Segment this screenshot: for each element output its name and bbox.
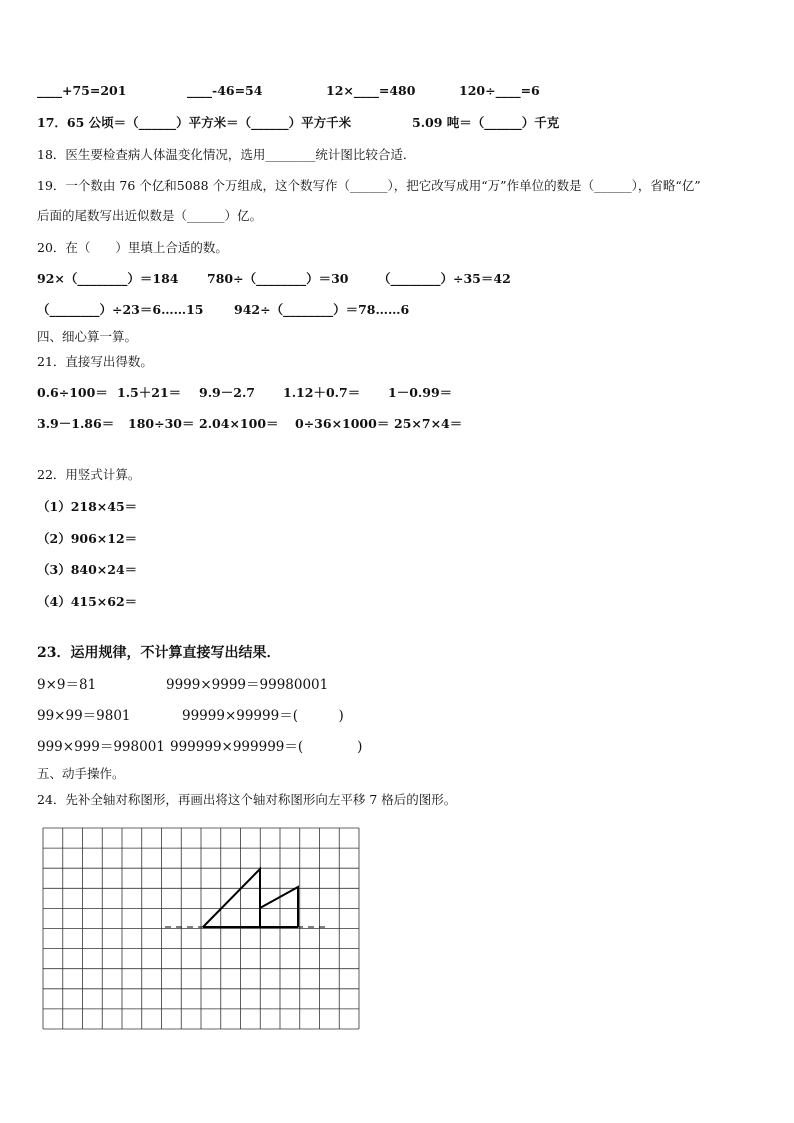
- section-4-heading: 四、细心算一算。: [37, 329, 138, 344]
- q16-item-3: 12×____=480: [326, 83, 416, 98]
- q22-item-3: （3）840×24＝: [37, 562, 138, 577]
- q20-row1-item-3: （________）÷35＝42: [378, 271, 511, 286]
- q21-title: 21．直接写出得数。: [37, 354, 153, 369]
- q20-title: 20．在（ ）里填上合适的数。: [37, 240, 228, 255]
- q23-row2-left: 99×99＝9801: [37, 708, 131, 724]
- q23-row1-right: 9999×9999＝99980001: [166, 677, 329, 693]
- q17-text: 17．65 公顷＝（______）平方米＝（______）平方千米: [37, 115, 352, 130]
- square-grid-figure: [41, 826, 361, 1032]
- q22-item-2: （2）906×12＝: [37, 531, 138, 546]
- q16-item-2: ____-46=54: [187, 83, 263, 98]
- q21-row2-item-3: 2.04×100＝: [199, 416, 279, 431]
- q17-extra: 5.09 吨＝（______）千克: [412, 115, 560, 130]
- half-symmetric-shape: [203, 869, 298, 927]
- q22-item-4: （4）415×62＝: [37, 594, 138, 609]
- q20-row1-item-1: 92×（________）＝184: [37, 271, 179, 286]
- q16-item-4: 120÷____=6: [459, 83, 540, 98]
- q21-row1-item-1: 0.6÷100＝: [37, 385, 108, 400]
- q20-row2-item-2: 942÷（________）＝78……6: [234, 302, 410, 317]
- q20-row1-item-2: 780÷（________）＝30: [207, 271, 349, 286]
- q21-row1-item-4: 1.12＋0.7＝: [283, 385, 361, 400]
- q23-row3-right: 999999×999999＝( ): [170, 739, 363, 755]
- q23-row3-left: 999×999＝998001: [37, 739, 165, 755]
- q21-row1-item-5: 1－0.99＝: [388, 385, 453, 400]
- q19-line1: 19．一个数由 76 个亿和5088 个万组成，这个数写作（______），把它改写成用“万”作单位的数是（______），省略“亿”: [37, 178, 701, 193]
- q21-row2-item-2: 180÷30＝: [128, 416, 195, 431]
- q24-title: 24．先补全轴对称图形，再画出将这个轴对称图形向左平移 7 格后的图形。: [37, 792, 457, 807]
- section-5-heading: 五、动手操作。: [37, 766, 125, 781]
- q21-row2-item-5: 25×7×4＝: [394, 416, 463, 431]
- q22-title: 22．用竖式计算。: [37, 467, 141, 482]
- q23-row2-right: 99999×99999＝( ): [182, 708, 344, 724]
- q21-row1-item-3: 9.9－2.7: [199, 385, 255, 400]
- grid-lines: [43, 828, 359, 1029]
- q21-row2-item-4: 0÷36×1000＝: [295, 416, 390, 431]
- q22-item-1: （1）218×45＝: [37, 499, 138, 514]
- q16-item-1: ____+75=201: [37, 83, 127, 98]
- q20-row2-item-1: （________）÷23＝6……15: [37, 302, 204, 317]
- q23-title: 23．运用规律，不计算直接写出结果．: [37, 645, 281, 661]
- q21-row2-item-1: 3.9－1.86＝: [37, 416, 115, 431]
- q19-line2: 后面的尾数写出近似数是（______）亿。: [37, 208, 263, 223]
- q23-row1-left: 9×9＝81: [37, 677, 97, 693]
- q18-text: 18．医生要检查病人体温变化情况，选用________统计图比较合适．: [37, 147, 416, 162]
- q21-row1-item-2: 1.5＋21＝: [117, 385, 182, 400]
